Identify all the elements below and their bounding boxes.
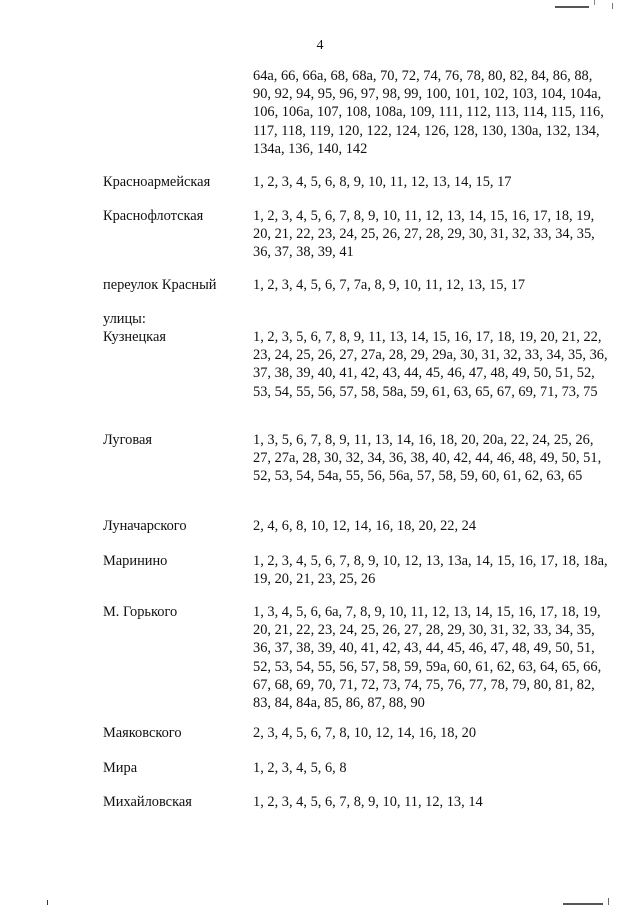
street-name: переулок Красный (103, 277, 217, 293)
house-numbers: 1, 2, 3, 4, 5, 6, 7, 8, 9, 10, 11, 12, 13, 14, 15, 16, 17, 18, 19, 20, 21, 22, 23, 24, 25, 26, 27, 28, 29, 30, 31, 32, 33, 34, 35, 36, 37, 38, 39, 41 (253, 208, 595, 261)
house-numbers: 2, 4, 6, 8, 10, 12, 14, 16, 18, 20, 22, 24 (253, 518, 477, 534)
scan-mark (612, 3, 613, 9)
scan-mark (608, 898, 609, 905)
page-number: 4 (316, 38, 324, 53)
street-name: Маринино (103, 553, 168, 569)
house-numbers: 1, 2, 3, 4, 5, 6, 7, 8, 9, 10, 12, 13, 13а, 14, 15, 16, 17, 18, 18а, 19, 20, 21, 23, 25, 26 (253, 553, 608, 588)
house-numbers: 2, 3, 4, 5, 6, 7, 8, 10, 12, 14, 16, 18, 20 (253, 725, 477, 741)
streets-heading: улицы: (103, 311, 146, 327)
street-name: Луначарского (103, 518, 187, 534)
house-numbers: 1, 3, 5, 6, 7, 8, 9, 11, 13, 14, 16, 18, 20, 20а, 22, 24, 25, 26, 27, 27а, 28, 30, 32, 34, 36, 38, 40, 42, 44, 46, 48, 49, 50, 51, 52, 53, 54, 54а, 55, 56, 56а, 57, 58, 59, 60, 61, 62, 63, 65 (253, 432, 602, 485)
street-name: Маяковского (103, 725, 182, 741)
house-numbers: 1, 2, 3, 5, 6, 7, 8, 9, 11, 13, 14, 15, 16, 17, 18, 19, 20, 21, 22, 23, 24, 25, 26, 27, 27а, 28, 29, 29а, 30, 31, 32, 33, 34, 35, 36, 37, 38, 39, 40, 41, 42, 43, 44, 45, 46, 47, 48, 49, 50, 51, 52, 53, 54, 55, 56, 57, 58, 58а, 59, 61, 63, 65, 67, 69, 71, 73, 75 (253, 329, 608, 400)
scan-mark (594, 0, 595, 5)
house-numbers: 1, 2, 3, 4, 5, 6, 7, 8, 9, 10, 11, 12, 13, 14 (253, 794, 483, 810)
street-name: Краснофлотская (103, 208, 204, 224)
street-name: Михайловская (103, 794, 192, 810)
house-numbers: 1, 2, 3, 4, 5, 6, 8 (253, 760, 347, 776)
house-numbers: 1, 3, 4, 5, 6, 6а, 7, 8, 9, 10, 11, 12, 13, 14, 15, 16, 17, 18, 19, 20, 21, 22, 23, 24, 25, 26, 27, 28, 29, 30, 31, 32, 33, 34, 35, 36, 37, 38, 39, 40, 41, 42, 43, 44, 45, 46, 47, 48, 49, 50, 51, 52, 53, 54, 55, 56, 57, 58, 59, 59а, 60, 61, 62, 63, 64, 65, 66, 67, 68, 69, 70, 71, 72, 73, 74, 75, 76, 77, 78, 79, 80, 81, 82, 83, 84, 84а, 85, 86, 87, 88, 90 (253, 604, 602, 712)
street-name: Луговая (103, 432, 152, 448)
street-name: Кузнецкая (103, 329, 166, 345)
scan-mark (47, 900, 48, 905)
street-name: М. Горького (103, 604, 178, 620)
house-numbers: 1, 2, 3, 4, 5, 6, 8, 9, 10, 11, 12, 13, 14, 15, 17 (253, 174, 512, 190)
street-name: Мира (103, 760, 138, 776)
continued-house-numbers: 64а, 66, 66а, 68, 68а, 70, 72, 74, 76, 78, 80, 82, 84, 86, 88, 90, 92, 94, 95, 96, 97, 98, 99, 100, 101, 102, 103, 104, 104а, 106, 106а, 107, 108, 108а, 109, 111, 112, 113, 114, 115, 116, 117, 118, 119, 120, 122, 124, 126, 128, 130, 130а, 132, 134, 134а, 136, 140, 142 (253, 68, 604, 157)
street-name: Красноармейская (103, 174, 211, 190)
house-numbers: 1, 2, 3, 4, 5, 6, 7, 7а, 8, 9, 10, 11, 12, 13, 15, 17 (253, 277, 526, 293)
scan-mark (555, 6, 589, 8)
